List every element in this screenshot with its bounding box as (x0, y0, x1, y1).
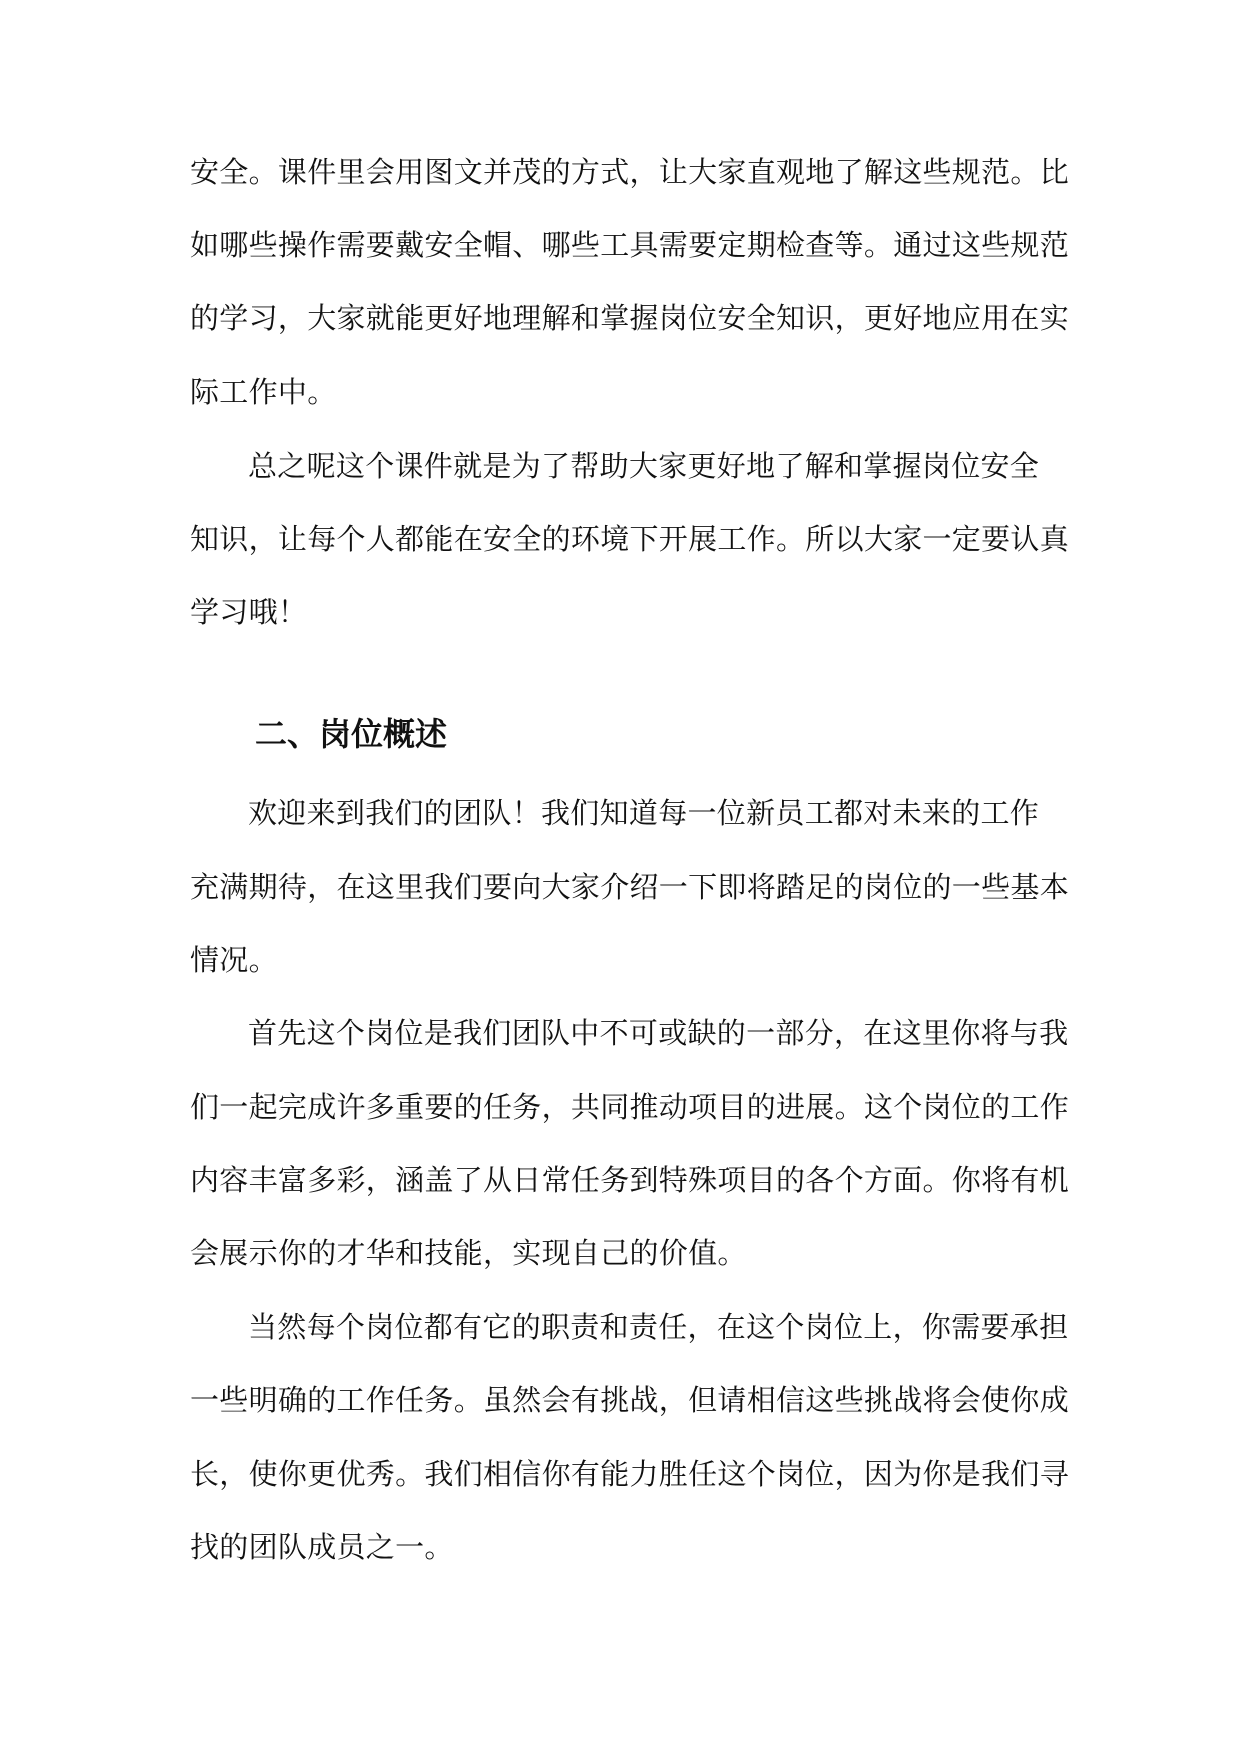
paragraph-line: 总之呢这个课件就是为了帮助大家更好地了解和掌握岗位安全 (248, 449, 1040, 483)
paragraph-line: 首先这个岗位是我们团队中不可或缺的一部分，在这里你将与我 (248, 1016, 1069, 1050)
section-heading: 二、岗位概述 (255, 715, 448, 753)
paragraph-line: 会展示你的才华和技能，实现自己的价值。 (190, 1236, 747, 1270)
paragraph-line: 如哪些操作需要戴安全帽、哪些工具需要定期检查等。通过这些规范 (190, 228, 1070, 262)
paragraph-line: 际工作中。 (190, 375, 337, 409)
paragraph-line: 情况。 (190, 943, 278, 977)
paragraph-line: 找的团队成员之一。 (190, 1530, 454, 1564)
paragraph-line: 欢迎来到我们的团队！我们知道每一位新员工都对未来的工作 (248, 796, 1040, 830)
paragraph-line: 充满期待，在这里我们要向大家介绍一下即将踏足的岗位的一些基本 (190, 870, 1070, 904)
paragraph-line: 一些明确的工作任务。虽然会有挑战，但请相信这些挑战将会使你成 (190, 1383, 1070, 1417)
paragraph-line: 内容丰富多彩，涵盖了从日常任务到特殊项目的各个方面。你将有机 (190, 1163, 1070, 1197)
paragraph-line: 的学习，大家就能更好地理解和掌握岗位安全知识，更好地应用在实 (190, 301, 1070, 335)
paragraph-line: 们一起完成许多重要的任务，共同推动项目的进展。这个岗位的工作 (190, 1090, 1070, 1124)
paragraph-line: 当然每个岗位都有它的职责和责任，在这个岗位上，你需要承担 (248, 1310, 1069, 1344)
paragraph-line: 学习哦！ (190, 595, 308, 629)
paragraph-line: 安全。课件里会用图文并茂的方式，让大家直观地了解这些规范。比 (190, 155, 1070, 189)
paragraph-line: 长，使你更优秀。我们相信你有能力胜任这个岗位，因为你是我们寻 (190, 1457, 1070, 1491)
paragraph-line: 知识，让每个人都能在安全的环境下开展工作。所以大家一定要认真 (190, 522, 1070, 556)
